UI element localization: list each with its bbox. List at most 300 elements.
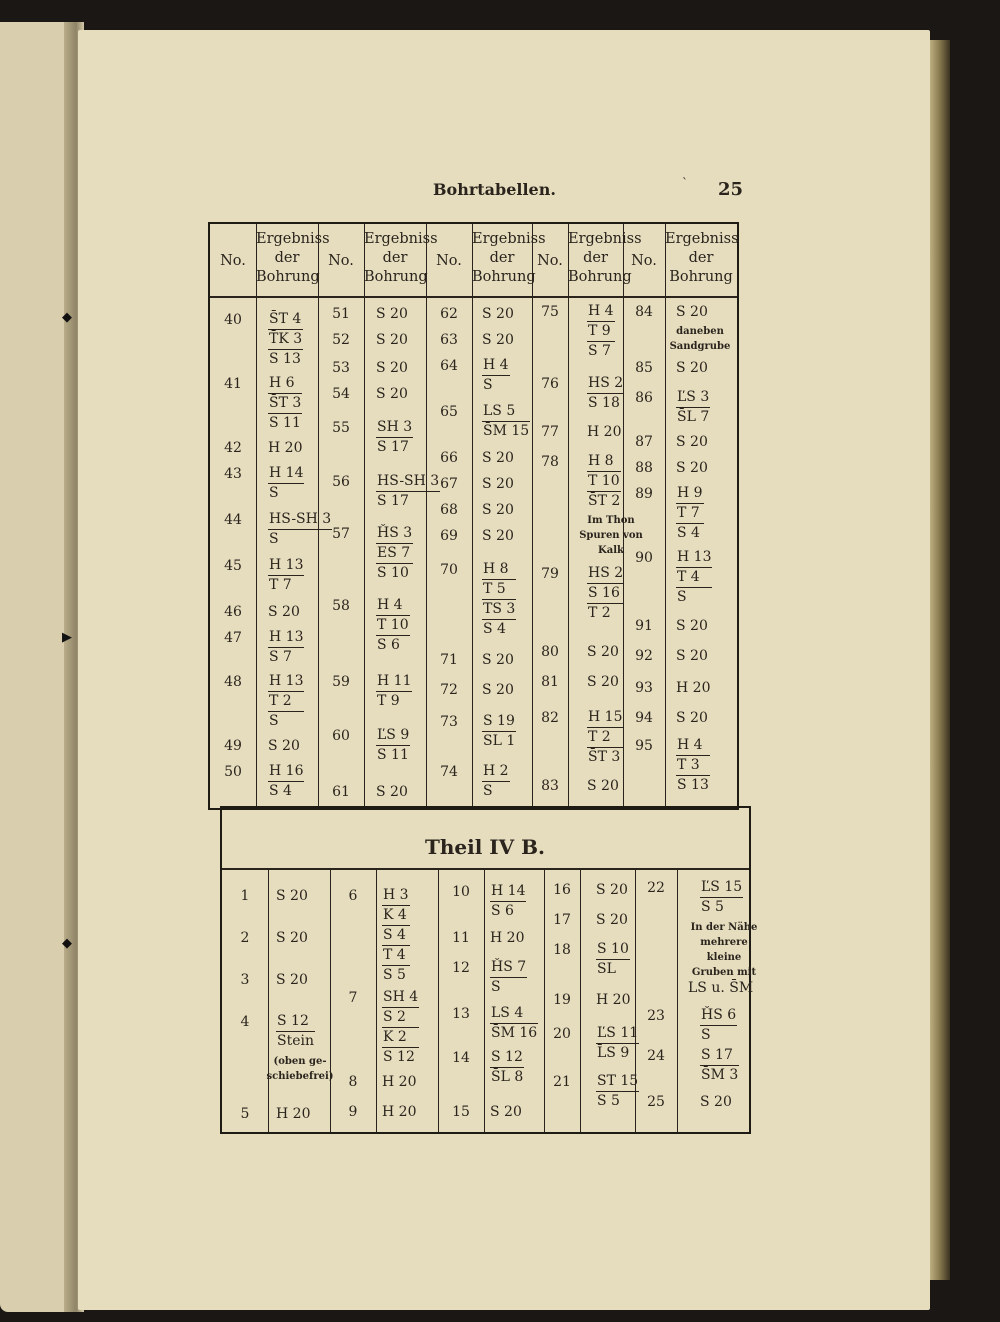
result-layer: LS 5 (482, 402, 530, 422)
boring-result: S 20 (490, 1104, 522, 1120)
boring-result: S 20 (587, 778, 619, 794)
result-layer: T̄K 3 (268, 330, 303, 350)
entry-number: 44 (224, 512, 242, 528)
boring-result: S 20 (376, 306, 408, 322)
result-layer: T 9 (377, 693, 400, 709)
result-layer: SL (597, 961, 616, 977)
entry-number: 52 (332, 332, 350, 348)
boring-result-stack (268, 672, 304, 731)
boring-result-stack (700, 878, 743, 917)
result-layer: S 4 (677, 525, 700, 541)
result-layer: Stein (277, 1033, 314, 1049)
entry-number: 71 (440, 652, 458, 668)
boring-result-stack (268, 310, 303, 369)
boring-result-stack (376, 418, 413, 457)
result-layer: S (483, 783, 493, 799)
result-layer: H 14 (490, 882, 526, 902)
result-layer: SH 3 (376, 418, 413, 438)
margin-mark: ◆ (62, 310, 72, 325)
entry-number: 79 (541, 566, 559, 582)
entry-number: 19 (553, 992, 571, 1008)
page-edge (928, 40, 950, 1280)
entry-number: 14 (452, 1050, 470, 1066)
entry-number: 11 (452, 930, 470, 946)
boring-result-stack (700, 1006, 737, 1045)
entry-number: 94 (635, 710, 653, 726)
boring-result-stack (482, 356, 510, 395)
header-result (665, 230, 737, 287)
result-layer: S 5 (597, 1093, 620, 1109)
entry-number: 3 (240, 972, 250, 988)
entry-number: 88 (635, 460, 653, 476)
column-rule (677, 868, 678, 1132)
boring-result: S 20 (596, 912, 628, 928)
header-line: Bohrung (472, 269, 536, 285)
entry-number: 7 (348, 990, 358, 1006)
note-line: Im Thon (587, 515, 635, 526)
header-no: No. (631, 253, 657, 269)
boring-result: H 20 (490, 930, 525, 946)
boring-result: S 20 (676, 360, 708, 376)
note-line: kleine (706, 952, 742, 963)
boring-result-stack (587, 708, 623, 767)
result-layer: K 2 (382, 1028, 419, 1048)
result-layer: S 12 (276, 1012, 315, 1032)
boring-result-stack (490, 1004, 538, 1043)
entry-number: 91 (635, 618, 653, 634)
boring-result-stack (587, 564, 624, 623)
boring-result: S 20 (376, 386, 408, 402)
header-line: Ergebniss (364, 231, 438, 247)
result-layer: T 2 (268, 692, 304, 712)
entry-number: 5 (240, 1106, 250, 1122)
header-line: der (489, 250, 515, 266)
boring-note (688, 920, 760, 980)
result-layer: H 13 (268, 556, 304, 576)
result-layer: T 7 (676, 504, 704, 524)
boring-result: S 20 (268, 604, 300, 620)
result-layer: H 14 (268, 464, 304, 484)
result-layer: H 3 (382, 886, 410, 906)
header-no: No. (537, 253, 563, 269)
entry-number: 20 (553, 1026, 571, 1042)
result-layer: L̄S 9 (597, 1045, 630, 1061)
boring-result-stack (482, 402, 530, 441)
result-layer: SH 4 (382, 988, 419, 1008)
entry-number: 83 (541, 778, 559, 794)
boring-note (664, 324, 736, 354)
result-layer: S (677, 589, 687, 605)
entry-number: 55 (332, 420, 350, 436)
result-layer: T 4 (676, 568, 712, 588)
entry-number: 70 (440, 562, 458, 578)
entry-number: 86 (635, 390, 653, 406)
entry-number: 66 (440, 450, 458, 466)
entry-number: 56 (332, 474, 350, 490)
result-layer: ȞS 6 (700, 1006, 737, 1026)
note-line: Gruben mit (691, 967, 757, 978)
entry-number: 17 (553, 912, 571, 928)
column-rule (568, 224, 569, 808)
result-layer: H 16 (268, 762, 304, 782)
boring-result-stack (268, 556, 304, 595)
entry-number: 9 (348, 1104, 358, 1120)
result-layer: H 13 (676, 548, 712, 568)
entry-number: 78 (541, 454, 559, 470)
entry-number: 90 (635, 550, 653, 566)
result-layer: S̄T 4 (268, 310, 303, 330)
entry-number: 47 (224, 630, 242, 646)
result-layer: S (491, 979, 501, 995)
boring-result-stack (376, 672, 412, 711)
result-layer: S 11 (269, 415, 301, 431)
entry-number: 8 (348, 1074, 358, 1090)
result-layer: S 10 (596, 940, 630, 960)
boring-result: S 20 (376, 360, 408, 376)
boring-result-stack (587, 302, 615, 361)
page-number: 25 (718, 179, 744, 200)
entry-number: 51 (332, 306, 350, 322)
result-layer: S̄T 3 (588, 749, 621, 765)
boring-result: H 20 (382, 1104, 417, 1120)
result-layer: H 11 (376, 672, 412, 692)
boring-result-stack (376, 524, 413, 583)
boring-note (264, 1054, 336, 1084)
entry-number: 48 (224, 674, 242, 690)
column-rule (438, 868, 439, 1132)
header-line: Bohrung (364, 269, 428, 285)
header-line: Bohrung (568, 269, 632, 285)
entry-number: 50 (224, 764, 242, 780)
boring-result: S 20 (482, 332, 514, 348)
margin-mark: ▶ (62, 630, 72, 645)
entry-number: 68 (440, 502, 458, 518)
entry-number: 54 (332, 386, 350, 402)
entry-number: 25 (647, 1094, 665, 1110)
result-layer: H 6 (268, 374, 302, 394)
entry-number: 92 (635, 648, 653, 664)
result-layer: T 2 (587, 728, 623, 748)
boring-result: S 20 (482, 682, 514, 698)
result-layer: T 9 (587, 322, 615, 342)
result-layer: LS 4 (490, 1004, 538, 1024)
result-layer: T 3 (676, 756, 710, 776)
entry-number: 73 (440, 714, 458, 730)
entry-number: 12 (452, 960, 470, 976)
entry-number: 49 (224, 738, 242, 754)
header-line: der (688, 250, 714, 266)
result-layer: S (701, 1027, 711, 1043)
result-layer: S 13 (269, 351, 301, 367)
entry-number: 69 (440, 528, 458, 544)
boring-result-stack (268, 762, 304, 801)
result-layer: S (269, 485, 279, 501)
result-layer: S 18 (588, 395, 620, 411)
result-layer: S 7 (588, 343, 611, 359)
result-layer: T 2 (588, 605, 611, 621)
header-line: Ergebniss (256, 231, 330, 247)
entry-number: 40 (224, 312, 242, 328)
boring-result-stack (376, 726, 410, 765)
boring-note-tail: LS u. S̄M (688, 980, 754, 996)
boring-result: H 20 (676, 680, 711, 696)
boring-result: S 20 (676, 304, 708, 320)
entry-number: 75 (541, 304, 559, 320)
boring-result: H 20 (276, 1106, 311, 1122)
entry-number: 77 (541, 424, 559, 440)
entry-number: 6 (348, 888, 358, 904)
header-no: No. (220, 253, 246, 269)
result-layer: K 4 (382, 906, 410, 926)
result-layer: S 13 (677, 777, 709, 793)
column-rule (256, 224, 257, 808)
result-layer: S 5 (701, 899, 724, 915)
result-layer: H 13 (268, 628, 304, 648)
result-layer: T 10 (376, 616, 410, 636)
result-layer: S̄M 15 (483, 423, 530, 439)
entry-number: 85 (635, 360, 653, 376)
result-layer: S 5 (383, 967, 406, 983)
result-layer: S̄M 16 (491, 1025, 538, 1041)
result-layer: S 6 (377, 637, 400, 653)
entry-number: 4 (240, 1014, 250, 1030)
entry-number: 65 (440, 404, 458, 420)
print-mark: ˋ (682, 176, 688, 190)
boring-result: H 20 (587, 424, 622, 440)
result-layer: H 8 (587, 452, 621, 472)
note-line: daneben (676, 326, 724, 337)
boring-result-stack (587, 452, 621, 511)
entry-number: 95 (635, 738, 653, 754)
result-layer: S (269, 713, 279, 729)
boring-result-stack (268, 374, 302, 433)
boring-result-stack (482, 560, 516, 639)
result-layer: S 12 (383, 1049, 415, 1065)
entry-number: 18 (553, 942, 571, 958)
boring-result: S 20 (676, 648, 708, 664)
boring-result-stack (382, 988, 419, 1067)
entry-number: 61 (332, 784, 350, 800)
result-layer: H 4 (676, 736, 710, 756)
boring-result: S 20 (276, 972, 308, 988)
boring-result: S 20 (376, 784, 408, 800)
entry-number: 60 (332, 728, 350, 744)
result-layer: S 12 (490, 1048, 524, 1068)
entry-number: 15 (452, 1104, 470, 1120)
boring-result-stack (376, 596, 410, 655)
running-title: Bohrtabellen. (433, 180, 556, 199)
entry-number: 22 (647, 880, 665, 896)
result-layer: HS 2 (587, 564, 624, 584)
note-line: Spuren von (579, 530, 643, 541)
boring-result: S 20 (482, 306, 514, 322)
entry-number: 45 (224, 558, 242, 574)
result-layer: S 4 (269, 783, 292, 799)
boring-result: S 20 (482, 476, 514, 492)
result-layer: HS-SH 3 (376, 472, 440, 492)
boring-result: S 20 (268, 738, 300, 754)
entry-number: 23 (647, 1008, 665, 1024)
boring-result-stack (268, 628, 304, 667)
result-layer: ĽS 11 (596, 1024, 639, 1044)
entry-number: 93 (635, 680, 653, 696)
boring-result-stack (490, 958, 527, 997)
column-rule (484, 868, 485, 1132)
entry-number: 82 (541, 710, 559, 726)
result-layer: S (483, 377, 493, 393)
boring-result-stack (596, 1024, 639, 1063)
result-layer: S 10 (377, 565, 409, 581)
header-no: No. (328, 253, 354, 269)
result-layer: T 10 (587, 472, 621, 492)
boring-result: S 20 (482, 528, 514, 544)
boring-result: S 20 (700, 1094, 732, 1110)
result-layer: TS 3 (482, 600, 516, 620)
header-line: der (382, 250, 408, 266)
header-result (472, 230, 546, 287)
entry-number: 41 (224, 376, 242, 392)
boring-result-stack (490, 1048, 524, 1087)
result-layer: T 7 (269, 577, 292, 593)
entry-number: 24 (647, 1048, 665, 1064)
boring-result: S 20 (676, 460, 708, 476)
boring-result: S 20 (276, 930, 308, 946)
boring-result: H 20 (268, 440, 303, 456)
entry-number: 72 (440, 682, 458, 698)
boring-result-stack (482, 762, 510, 801)
header-result (364, 230, 438, 287)
entry-number: 89 (635, 486, 653, 502)
entry-number: 81 (541, 674, 559, 690)
boring-result-stack (676, 484, 704, 543)
result-layer: S 17 (700, 1046, 739, 1066)
entry-number: 16 (553, 882, 571, 898)
column-rule (376, 868, 377, 1132)
header-line: Ergebniss (568, 231, 642, 247)
note-line: Sandgrube (669, 341, 731, 352)
boring-result-stack (382, 886, 410, 985)
result-layer: S 7 (269, 649, 292, 665)
boring-result: S 20 (482, 652, 514, 668)
result-layer: S̄T 3 (268, 394, 302, 414)
column-rule (268, 868, 269, 1132)
result-layer: S 17 (377, 493, 409, 509)
result-layer: T 4 (382, 946, 410, 966)
result-layer: S 19 (482, 712, 516, 732)
result-layer: S 6 (491, 903, 514, 919)
result-layer: ES 7 (376, 544, 413, 564)
entry-number: 10 (452, 884, 470, 900)
header-line: Ergebniss (665, 231, 739, 247)
entry-number: 63 (440, 332, 458, 348)
boring-result: S 20 (482, 450, 514, 466)
boring-result-stack (676, 388, 710, 427)
header-line: Ergebniss (472, 231, 546, 247)
column-rule (364, 224, 365, 808)
entry-number: 13 (452, 1006, 470, 1022)
boring-result-stack (596, 1072, 639, 1111)
header-rule (210, 296, 737, 298)
result-layer: H 8 (482, 560, 516, 580)
result-layer: S̄T 2 (588, 493, 621, 509)
note-line: Kalk (598, 545, 624, 556)
result-layer: S 4 (483, 621, 506, 637)
boring-result: S 20 (376, 332, 408, 348)
boring-result: S 20 (676, 710, 708, 726)
section-title: Theil IV B. (424, 835, 545, 859)
header-no: No. (436, 253, 462, 269)
result-layer: H 4 (482, 356, 510, 376)
boring-result: S 20 (676, 618, 708, 634)
boring-result: S 20 (276, 888, 308, 904)
result-layer: S 11 (377, 747, 409, 763)
boring-result-stack (268, 464, 304, 503)
entry-number: 67 (440, 476, 458, 492)
result-layer: SL 1 (483, 733, 516, 749)
boring-result-stack (482, 712, 516, 751)
result-layer: S (269, 531, 279, 547)
column-rule (665, 224, 666, 808)
boring-table-part-a (208, 222, 739, 810)
boring-result: S 20 (596, 882, 628, 898)
result-layer: S 4 (382, 926, 410, 946)
result-layer: ĽS 15 (700, 878, 743, 898)
boring-result: S 20 (676, 434, 708, 450)
entry-number: 58 (332, 598, 350, 614)
result-layer: S̄L 8 (491, 1069, 524, 1085)
entry-number: 76 (541, 376, 559, 392)
boring-result-stack (676, 548, 712, 607)
entry-number: 80 (541, 644, 559, 660)
boring-result-stack (700, 1046, 739, 1085)
header-result (256, 230, 330, 287)
boring-result-stack (276, 1012, 315, 1051)
entry-number: 21 (553, 1074, 571, 1090)
entry-number: 74 (440, 764, 458, 780)
result-layer: H 9 (676, 484, 704, 504)
result-layer: S 2 (382, 1008, 419, 1028)
boring-result-stack (676, 736, 710, 795)
entry-number: 64 (440, 358, 458, 374)
entry-number: 42 (224, 440, 242, 456)
boring-result: H 20 (382, 1074, 417, 1090)
boring-result-stack (596, 940, 630, 979)
note-line: schiebefrei) (266, 1071, 334, 1082)
note-line: In der Nähe (690, 922, 758, 933)
boring-result: S 20 (587, 674, 619, 690)
entry-number: 2 (240, 930, 250, 946)
boring-result: H 20 (596, 992, 631, 1008)
result-layer: H 13 (268, 672, 304, 692)
result-layer: ST 15 (596, 1072, 639, 1092)
header-line: der (583, 250, 608, 266)
margin-mark: ◆ (62, 936, 72, 951)
note-line: mehrere (700, 937, 748, 948)
result-layer: ĽS 9 (376, 726, 410, 746)
result-layer: S̄M 3 (701, 1067, 739, 1083)
entry-number: 62 (440, 306, 458, 322)
result-layer: ȞS 7 (490, 958, 527, 978)
entry-number: 59 (332, 674, 350, 690)
result-layer: S̄L 7 (677, 409, 710, 425)
result-layer: H 15 (587, 708, 623, 728)
result-layer: ȞS 3 (376, 524, 413, 544)
header-line: Bohrung (256, 269, 320, 285)
result-layer: H 4 (376, 596, 410, 616)
column-rule (580, 868, 581, 1132)
result-layer: H 4 (587, 302, 615, 322)
result-layer: ĽS 3 (676, 388, 710, 408)
